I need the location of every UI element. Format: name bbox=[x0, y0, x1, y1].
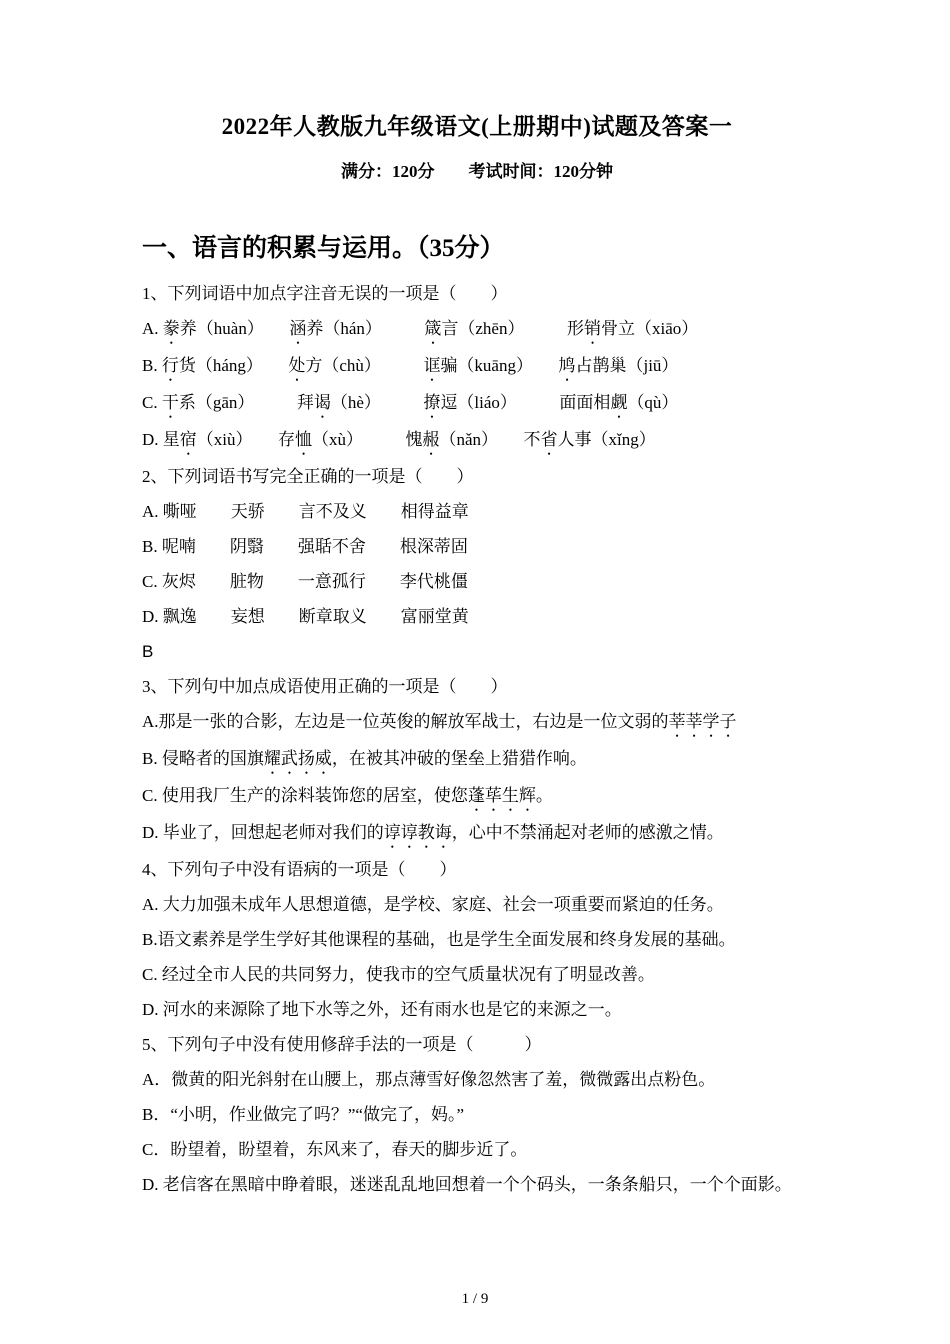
question-3-option-c bbox=[142, 778, 812, 815]
question-3-stem: 3、下列句中加点成语使用正确的一项是（ ） bbox=[142, 677, 508, 696]
question-1-stem: 1、下列词语中加点字注音无误的一项是（ ） bbox=[142, 284, 508, 303]
question-4 bbox=[142, 852, 812, 1027]
question-4-option-a: A. 大力加强未成年人思想道德，是学校、家庭、社会一项重要而紧迫的任务。 bbox=[142, 895, 724, 914]
question-4-option-c: C. 经过全市人民的共同努力，使我市的空气质量状况有了明显改善。 bbox=[142, 965, 655, 984]
emphasized-text: 耀武扬威 bbox=[263, 749, 332, 768]
question-3 bbox=[142, 669, 812, 852]
plain-text: A.那是一张的合影，左边是一位英俊的解放军战士，右边是一位文弱的 bbox=[142, 712, 669, 731]
question-4-option-b: B.语文素养是学生学好其他课程的基础，也是学生全面发展和终身发展的基础。 bbox=[142, 930, 736, 949]
document-title: 2022年人教版九年级语文(上册期中)试题及答案一 bbox=[221, 114, 733, 139]
plain-text: 方（chù） bbox=[305, 356, 424, 375]
question-4-option-d: D. 河水的来源除了地下水等之外，还有雨水也是它的来源之一。 bbox=[142, 1000, 622, 1019]
question-5-stem: 5、下列句子中没有使用修辞手法的一项是（ ） bbox=[142, 1035, 542, 1054]
question-1-option-d bbox=[142, 422, 812, 459]
plain-text: 骗（kuāng） bbox=[440, 356, 559, 375]
section-one-heading: 一、语言的积累与运用。（35分） bbox=[142, 235, 505, 262]
plain-text: D. 星 bbox=[142, 430, 180, 449]
plain-text: C. bbox=[142, 393, 162, 412]
emphasized-text: 处 bbox=[288, 356, 306, 375]
plain-text: 养（hán） bbox=[306, 319, 425, 338]
emphasized-text: 鸠 bbox=[558, 356, 576, 375]
question-5 bbox=[142, 1027, 812, 1202]
plain-text: ，心中不禁涌起对老师的感激之情。 bbox=[451, 823, 724, 842]
question-2 bbox=[142, 459, 812, 669]
plain-text: D. 毕业了，回想起老师对我们的 bbox=[142, 823, 384, 842]
emphasized-text: 箴 bbox=[424, 319, 442, 338]
plain-text: （qù） bbox=[627, 393, 679, 412]
page-number-indicator: 1 / 9 bbox=[461, 1291, 489, 1307]
plain-text: 。 bbox=[535, 786, 553, 805]
emphasized-text: 销 bbox=[583, 319, 601, 338]
question-4-stem: 4、下列句子中没有语病的一项是（ ） bbox=[142, 860, 457, 879]
question-3-option-b bbox=[142, 741, 812, 778]
plain-text: 货（háng） bbox=[178, 356, 289, 375]
question-5-option-a: A．微黄的阳光斜射在山腰上，那点薄雪好像忽然害了羞，微微露出点粉色。 bbox=[142, 1070, 716, 1089]
question-1 bbox=[142, 276, 812, 459]
emphasized-text: 省 bbox=[540, 430, 558, 449]
emphasized-text: 诓 bbox=[423, 356, 441, 375]
plain-text: 骨立（xiāo） bbox=[600, 319, 699, 338]
question-2-option-a: A. 嘶哑 天骄 言不及义 相得益章 bbox=[142, 502, 469, 521]
question-1-option-a bbox=[142, 311, 812, 348]
emphasized-text: 谒 bbox=[313, 393, 331, 412]
plain-text: （xiù） 存 bbox=[196, 430, 296, 449]
emphasized-text: 恤 bbox=[295, 430, 313, 449]
plain-text: （hè） bbox=[330, 393, 424, 412]
emphasized-text: 干 bbox=[161, 393, 179, 412]
emphasized-text: 行 bbox=[161, 356, 179, 375]
plain-text: 逗（liáo） 面面相 bbox=[440, 393, 611, 412]
plain-text: （nǎn） 不 bbox=[439, 430, 541, 449]
emphasized-text: 撩 bbox=[423, 393, 441, 412]
question-5-option-b: B．“小明，作业做完了吗？”“做完了，妈。” bbox=[142, 1105, 465, 1124]
emphasized-text: 豢 bbox=[162, 319, 180, 338]
question-5-option-c: C．盼望着，盼望着，东风来了，春天的脚步近了。 bbox=[142, 1140, 528, 1159]
question-2-option-b: B. 呢喃 阴翳 强聒不舍 根深蒂固 bbox=[142, 537, 468, 556]
emphasized-text: 赧 bbox=[422, 430, 440, 449]
plain-text: 养（huàn） bbox=[179, 319, 290, 338]
question-1-option-b bbox=[142, 348, 812, 385]
plain-text: （xù） 愧 bbox=[312, 430, 423, 449]
plain-text: 占鹊巢（jiū） bbox=[575, 356, 679, 375]
plain-text: 人事（xǐng） bbox=[557, 430, 656, 449]
exam-info-line: 满分：120分 考试时间：120分钟 bbox=[341, 162, 613, 181]
emphasized-text: 蓬荜生辉 bbox=[467, 786, 536, 805]
question-5-option-d: D. 老信客在黑暗中睁着眼，迷迷乱乱地回想着一个个码头，一条条船只，一个个面影。 bbox=[142, 1175, 792, 1194]
emphasized-text: 莘莘学子 bbox=[668, 712, 737, 731]
question-2-option-d: D. 飘逸 妄想 断章取义 富丽堂黄 bbox=[142, 607, 469, 626]
plain-text: B. 侵略者的国旗 bbox=[142, 749, 264, 768]
question-3-option-d bbox=[142, 815, 812, 852]
question-2-answer: B bbox=[142, 642, 154, 661]
question-2-stem: 2、下列词语书写完全正确的一项是（ ） bbox=[142, 467, 474, 486]
emphasized-text: 谆谆教诲 bbox=[383, 823, 452, 842]
question-1-option-c bbox=[142, 385, 812, 422]
emphasized-text: 宿 bbox=[179, 430, 197, 449]
plain-text: B. bbox=[142, 356, 162, 375]
plain-text: C. 使用我厂生产的涂料装饰您的居室，使您 bbox=[142, 786, 468, 805]
question-3-option-a bbox=[142, 704, 812, 741]
plain-text: A. bbox=[142, 319, 163, 338]
emphasized-text: 觑 bbox=[610, 393, 628, 412]
emphasized-text: 涵 bbox=[289, 319, 307, 338]
question-2-option-c: C. 灰烬 脏物 一意孤行 李代桃僵 bbox=[142, 572, 468, 591]
plain-text: 言（zhēn） 形 bbox=[441, 319, 584, 338]
plain-text: 系（gān） 拜 bbox=[178, 393, 314, 412]
plain-text: ，在被其冲破的堡垒上猎猎作响。 bbox=[331, 749, 587, 768]
